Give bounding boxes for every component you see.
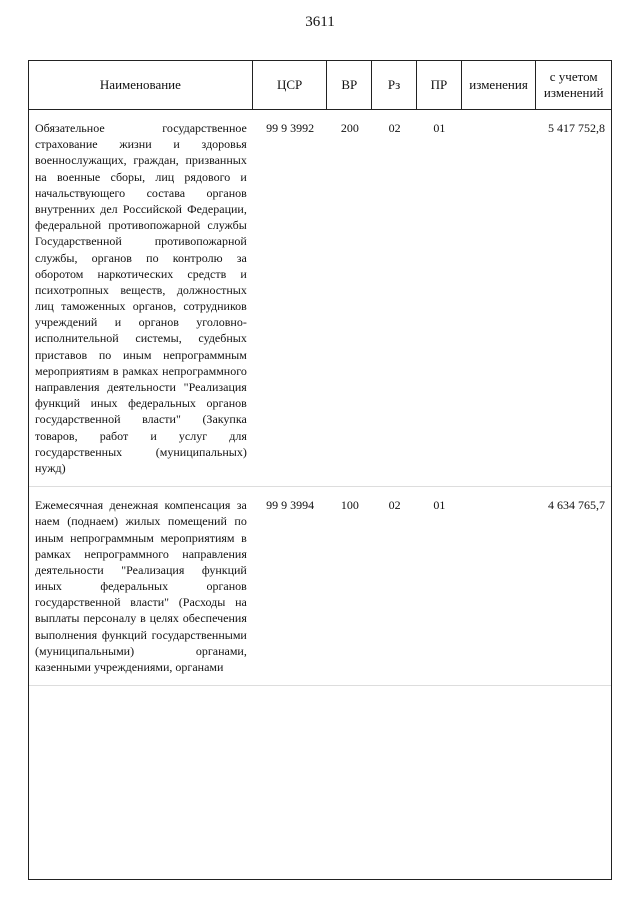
row-csr: 99 9 3992	[266, 121, 315, 135]
header-vr: ВР	[327, 61, 372, 109]
row-vr: 100	[340, 498, 359, 513]
header-csr: ЦСР	[253, 61, 328, 109]
row-changes	[462, 110, 537, 486]
row-pr: 01	[433, 498, 446, 513]
header-changes: изменения	[462, 61, 537, 109]
header-name: Наименование	[29, 61, 253, 109]
header-pr: ПР	[417, 61, 462, 109]
row-rz: 02	[388, 498, 401, 513]
row-rz: 02	[388, 121, 401, 135]
table-row	[29, 110, 611, 487]
table-header	[29, 61, 611, 110]
row-name: Ежемесячная денежная компенсация за наем (поднаем) жилых помещений по иным непрограммным мероприятиям в рамках непрограммного направления деятельности "Реализация функций иных федеральных органов государственной власти" (Расходы на выплаты персоналу в целях обеспечения выполнения функций государственными (муниципальными) органами, казенными учреждениями, органами	[35, 498, 247, 674]
row-changes	[462, 487, 537, 685]
header-with-changes: с учетом изменений	[543, 69, 604, 100]
row-vr: 200	[340, 121, 359, 135]
row-pr: 01	[433, 121, 446, 135]
row-name: Обязательное государственное страхование жизни и здоровья военнослужащих, граждан, призванных на военные сборы, лиц рядового и начальствующего состава органов внутренних дел Российской Федерации, федеральной противопожарной службы Государственной противопожарной службы, органов по контролю за оборотом наркотических средств и психотропных веществ, должностных лиц таможенных органов, сотрудников учреждений и органов уголовно-исполнительной системы, судебных приставов по иным непрограммным мероприятиям в рамках непрограммного направления деятельности "Реализация функций иных федеральных органов государственной власти" (Закупка товаров, работ и услуг для государственных (муниципальных) нужд)	[35, 121, 247, 475]
budget-table	[28, 60, 612, 880]
page-number: 3611	[305, 14, 335, 30]
row-with-changes: 4 634 765,7	[548, 498, 605, 513]
header-rz: Рз	[372, 61, 417, 109]
row-with-changes: 5 417 752,8	[548, 121, 605, 135]
table-row	[29, 487, 611, 686]
row-csr: 99 9 3994	[266, 498, 315, 513]
